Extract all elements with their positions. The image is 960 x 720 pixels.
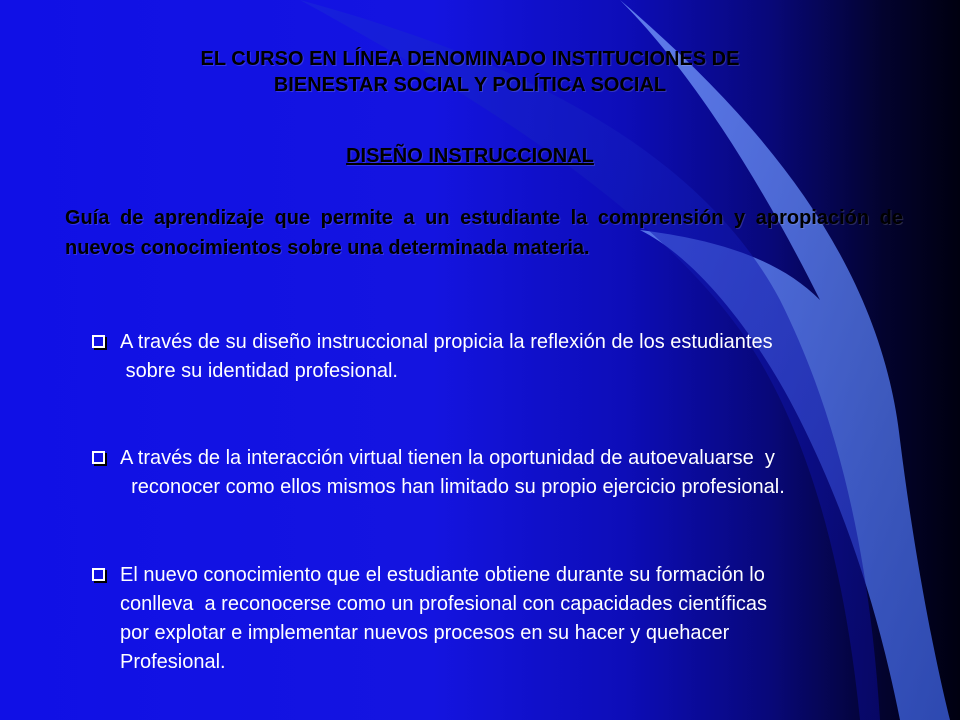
slide-subtitle: DISEÑO INSTRUCCIONAL bbox=[346, 145, 594, 167]
bullet-1-line-2: sobre su identidad profesional. bbox=[120, 360, 398, 382]
bullet-item-2 bbox=[92, 444, 922, 502]
bullet-3-line-4: Profesional. bbox=[120, 651, 226, 673]
bullet-2-line-1: A través de la interacción virtual tienen la oportunidad de autoevaluarse y bbox=[120, 447, 775, 469]
square-bullet-icon bbox=[92, 568, 105, 581]
bullet-3-line-2: conlleva a reconocerse como un profesional con capacidades científicas bbox=[120, 593, 768, 615]
bullet-3-line-1: El nuevo conocimiento que el estudiante obtiene durante su formación lo bbox=[120, 564, 765, 586]
square-bullet-icon bbox=[92, 335, 105, 348]
bullet-3-line-3: por explotar e implementar nuevos procesos en su hacer y quehacer bbox=[120, 622, 730, 644]
slide-title bbox=[100, 46, 840, 98]
bullet-1-line-1: A través de su diseño instruccional propicia la reflexión de los estudiantes bbox=[120, 331, 773, 353]
title-line-2: BIENESTAR SOCIAL Y POLÍTICA SOCIAL bbox=[273, 74, 667, 96]
definition-paragraph: Guía de aprendizaje que permite a un estudiante la comprensión y apropiación de nuevos conocimientos sobre una determinada materia. bbox=[65, 207, 903, 259]
bullet-item-3 bbox=[92, 561, 912, 677]
title-line-1: EL CURSO EN LÍNEA DENOMINADO INSTITUCIONES DE bbox=[200, 48, 740, 70]
bullet-2-line-2: reconocer como ellos mismos han limitado su propio ejercicio profesional. bbox=[120, 476, 785, 498]
square-bullet-icon bbox=[92, 451, 105, 464]
bullet-item-1 bbox=[92, 328, 912, 386]
